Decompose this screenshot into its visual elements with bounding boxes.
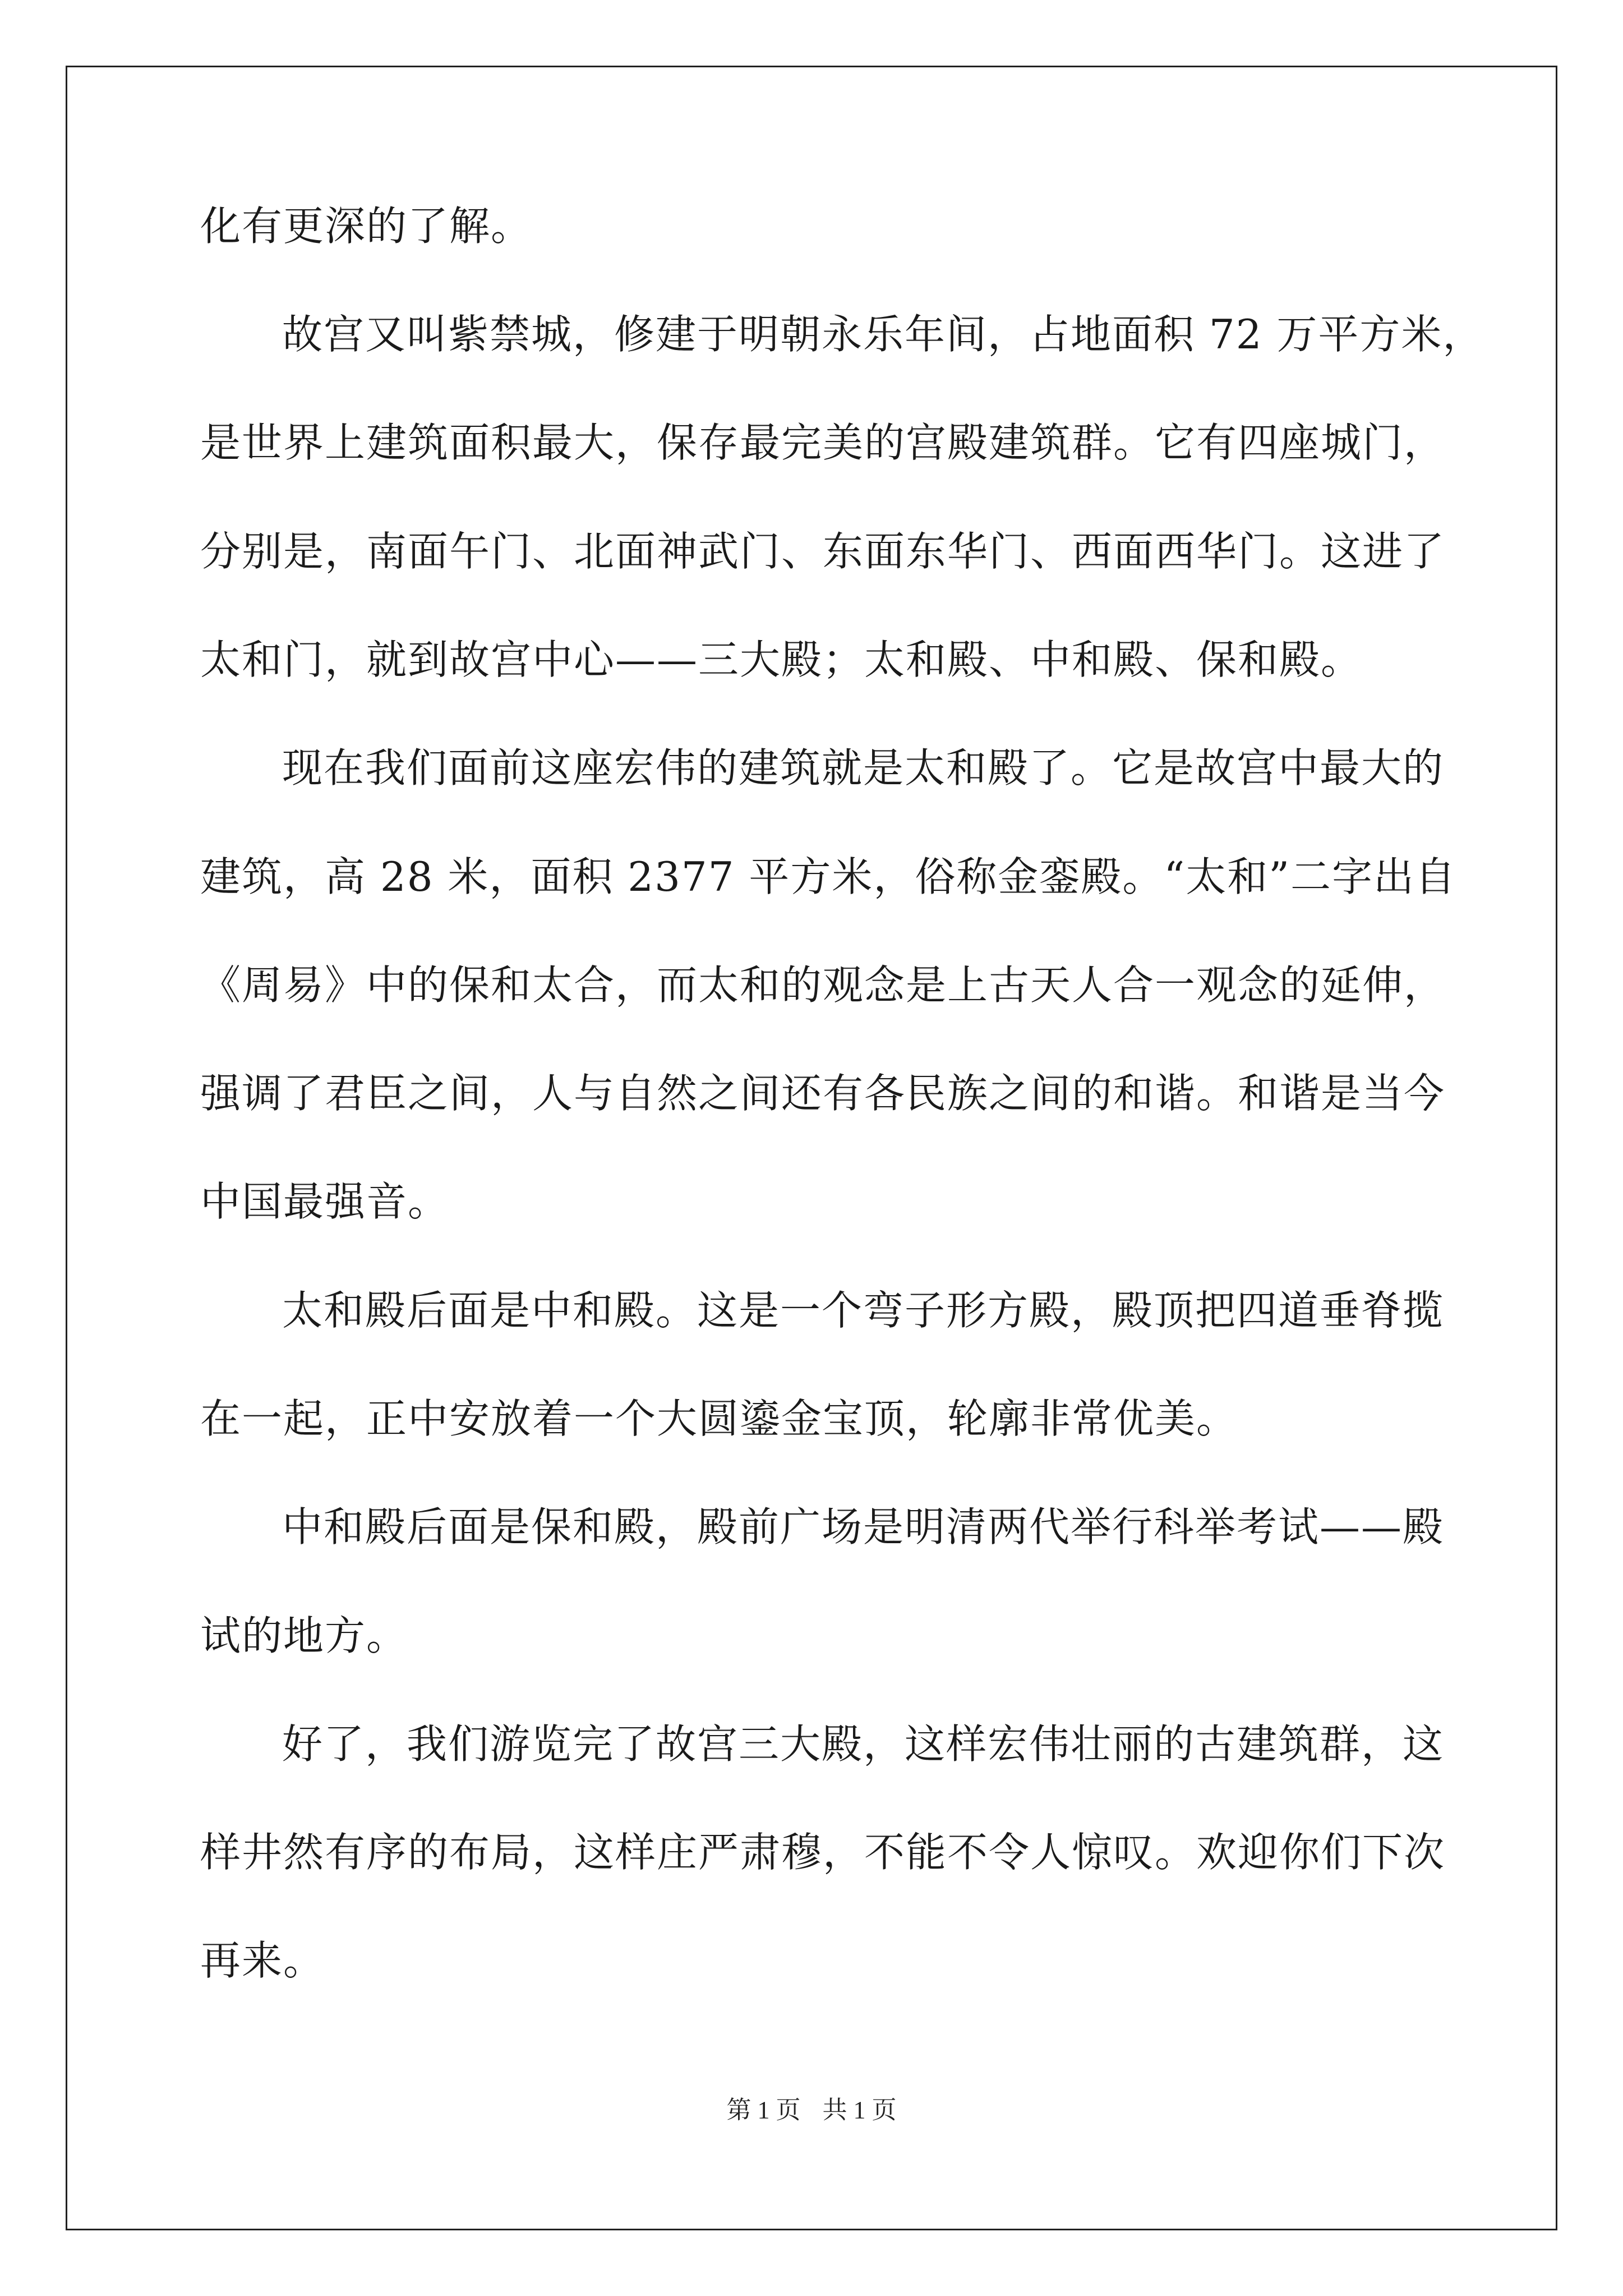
text-line: 分别是，南面午门、北面神武门、东面东华门、西面西华门。这进了 xyxy=(200,528,1446,575)
text-line: 中国最强音。 xyxy=(200,1178,450,1225)
paragraph-start-line: 现在我们面前这座宏伟的建筑就是太和殿了。它是故宫中最大的 xyxy=(282,744,1445,792)
page-border xyxy=(66,66,1557,2230)
text-line: 太和门，就到故宫中心——三大殿；太和殿、中和殿、保和殿。 xyxy=(200,636,1363,683)
text-line: 化有更深的了解。 xyxy=(200,203,533,250)
paragraph-start-line: 故宫又叫紫禁城，修建于明朝永乐年间，占地面积 72 万平方米， xyxy=(282,311,1484,358)
page-number: 第 1 页 xyxy=(726,2096,801,2124)
paragraph-start-line: 好了，我们游览完了故宫三大殿，这样宏伟壮丽的古建筑群，这 xyxy=(282,1720,1445,1768)
text-line: 《周易》中的保和太合，而太和的观念是上古天人合一观念的延伸， xyxy=(200,961,1446,1009)
text-line: 试的地方。 xyxy=(200,1612,408,1659)
text-line: 建筑，高 28 米，面积 2377 平方米，俗称金銮殿。“太和”二字出自 xyxy=(200,853,1457,900)
text-line: 再来。 xyxy=(200,1937,325,1984)
text-line: 在一起，正中安放着一个大圆鎏金宝顶，轮廓非常优美。 xyxy=(200,1395,1238,1442)
text-line: 是世界上建筑面积最大，保存最完美的宫殿建筑群。它有四座城门， xyxy=(200,419,1446,466)
page-footer xyxy=(0,2093,1623,2127)
paragraph-start-line: 太和殿后面是中和殿。这是一个弯子形方殿，殿顶把四道垂脊揽 xyxy=(282,1287,1445,1334)
text-line: 强调了君臣之间，人与自然之间还有各民族之间的和谐。和谐是当今 xyxy=(200,1070,1446,1117)
page-count: 共 1 页 xyxy=(822,2096,897,2124)
paragraph-start-line: 中和殿后面是保和殿，殿前广场是明清两代举行科举考试——殿 xyxy=(282,1503,1445,1550)
text-line: 样井然有序的布局，这样庄严肃穆，不能不令人惊叹。欢迎你们下次 xyxy=(200,1829,1446,1876)
